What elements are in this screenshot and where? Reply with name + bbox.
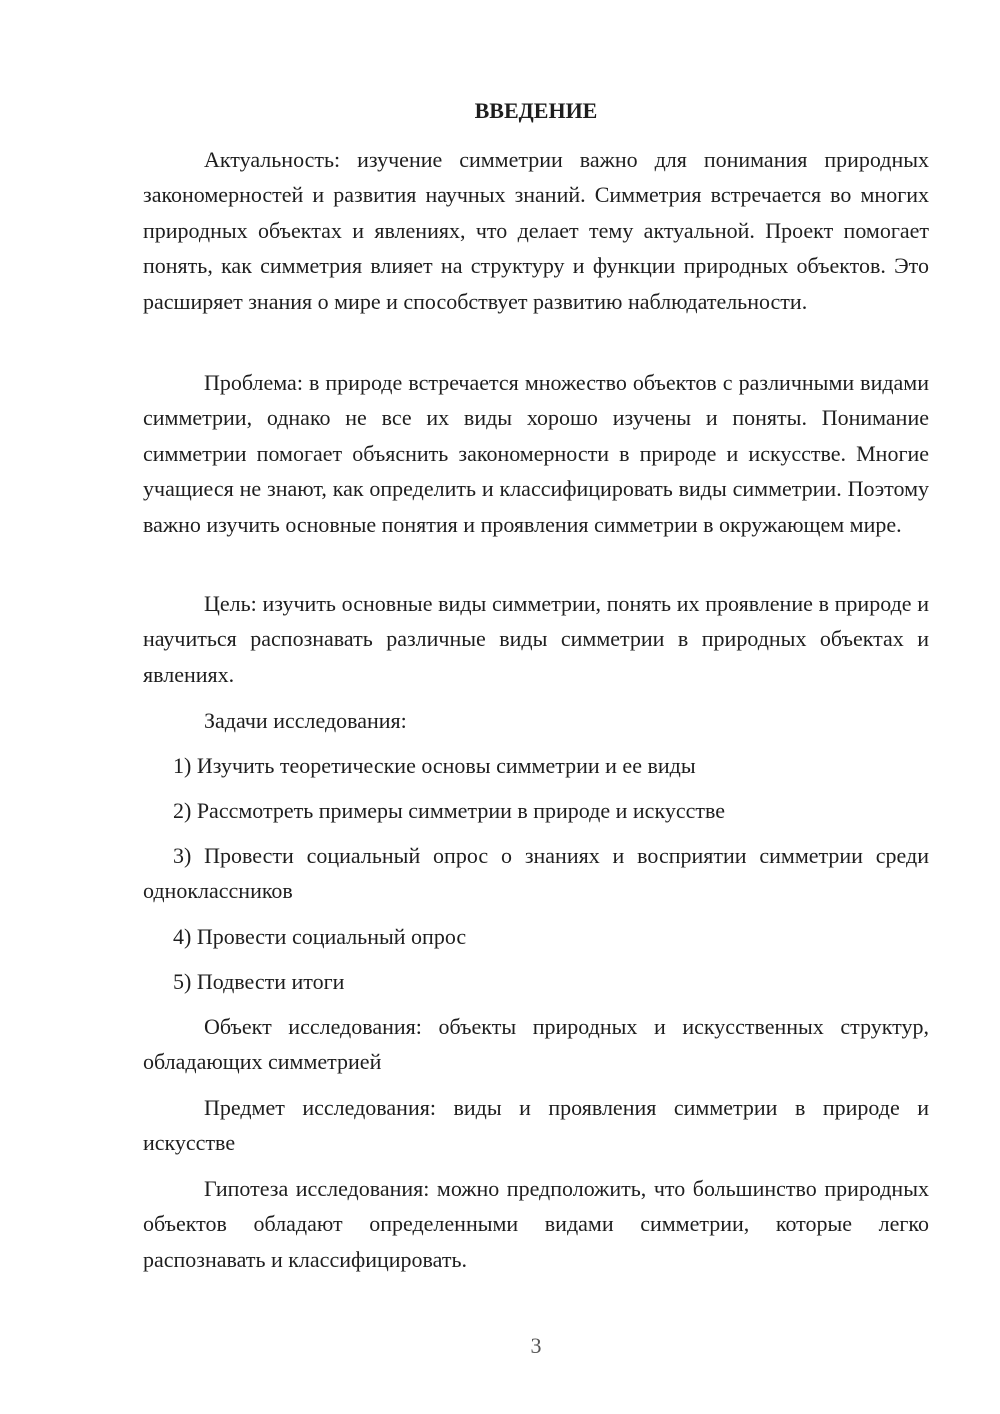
paragraph-goal: Цель: изучить основные виды симметрии, понять их проявление в природе и научиться распознавать различные виды симметрии в природных объектах и явлениях. — [143, 591, 929, 687]
paragraph-tasks-heading: Задачи исследования: — [204, 708, 407, 733]
task-item-3: 3) Провести социальный опрос о знаниях и восприятии симметрии среди одноклассников — [143, 843, 929, 904]
paragraph-problem: Проблема: в природе встречается множество объектов с различными видами симметрии, однако не все их виды хорошо изучены и поняты. Понимание симметрии помогает объяснить закономерности в природе и искусстве. Многие учащиеся не знают, как определить и классифицировать виды симметрии. Поэтому важно изучить основные понятия и проявления симметрии в окружающем мире. — [143, 370, 929, 537]
task-item-5: 5) Подвести итоги — [173, 969, 345, 994]
task-item-4: 4) Провести социальный опрос — [173, 924, 467, 949]
task-item-2: 2) Рассмотреть примеры симметрии в природе и искусстве — [173, 798, 725, 823]
paragraph-relevance: Актуальность: изучение симметрии важно для понимания природных закономерностей и развития научных знаний. Симметрия встречается во многих природных объектах и явлениях, что делает тему актуальной. Проект помогает понять, как симметрия влияет на структуру и функции природных объектов. Это расширяет знания о мире и способствует развитию наблюдательности. — [143, 147, 929, 314]
page-number: 3 — [530, 1333, 542, 1358]
paragraph-subject: Предмет исследования: виды и проявления симметрии в природе и искусстве — [143, 1095, 929, 1156]
task-item-1: 1) Изучить теоретические основы симметрии и ее виды — [173, 753, 696, 778]
section-title: ВВЕДЕНИЕ — [474, 98, 598, 123]
paragraph-hypothesis: Гипотеза исследования: можно предположить, что большинство природных объектов обладают определенными видами симметрии, которые легко распознавать и классифицировать. — [143, 1176, 929, 1272]
paragraph-object: Объект исследования: объекты природных и искусственных структур, обладающих симметрией — [143, 1014, 929, 1075]
